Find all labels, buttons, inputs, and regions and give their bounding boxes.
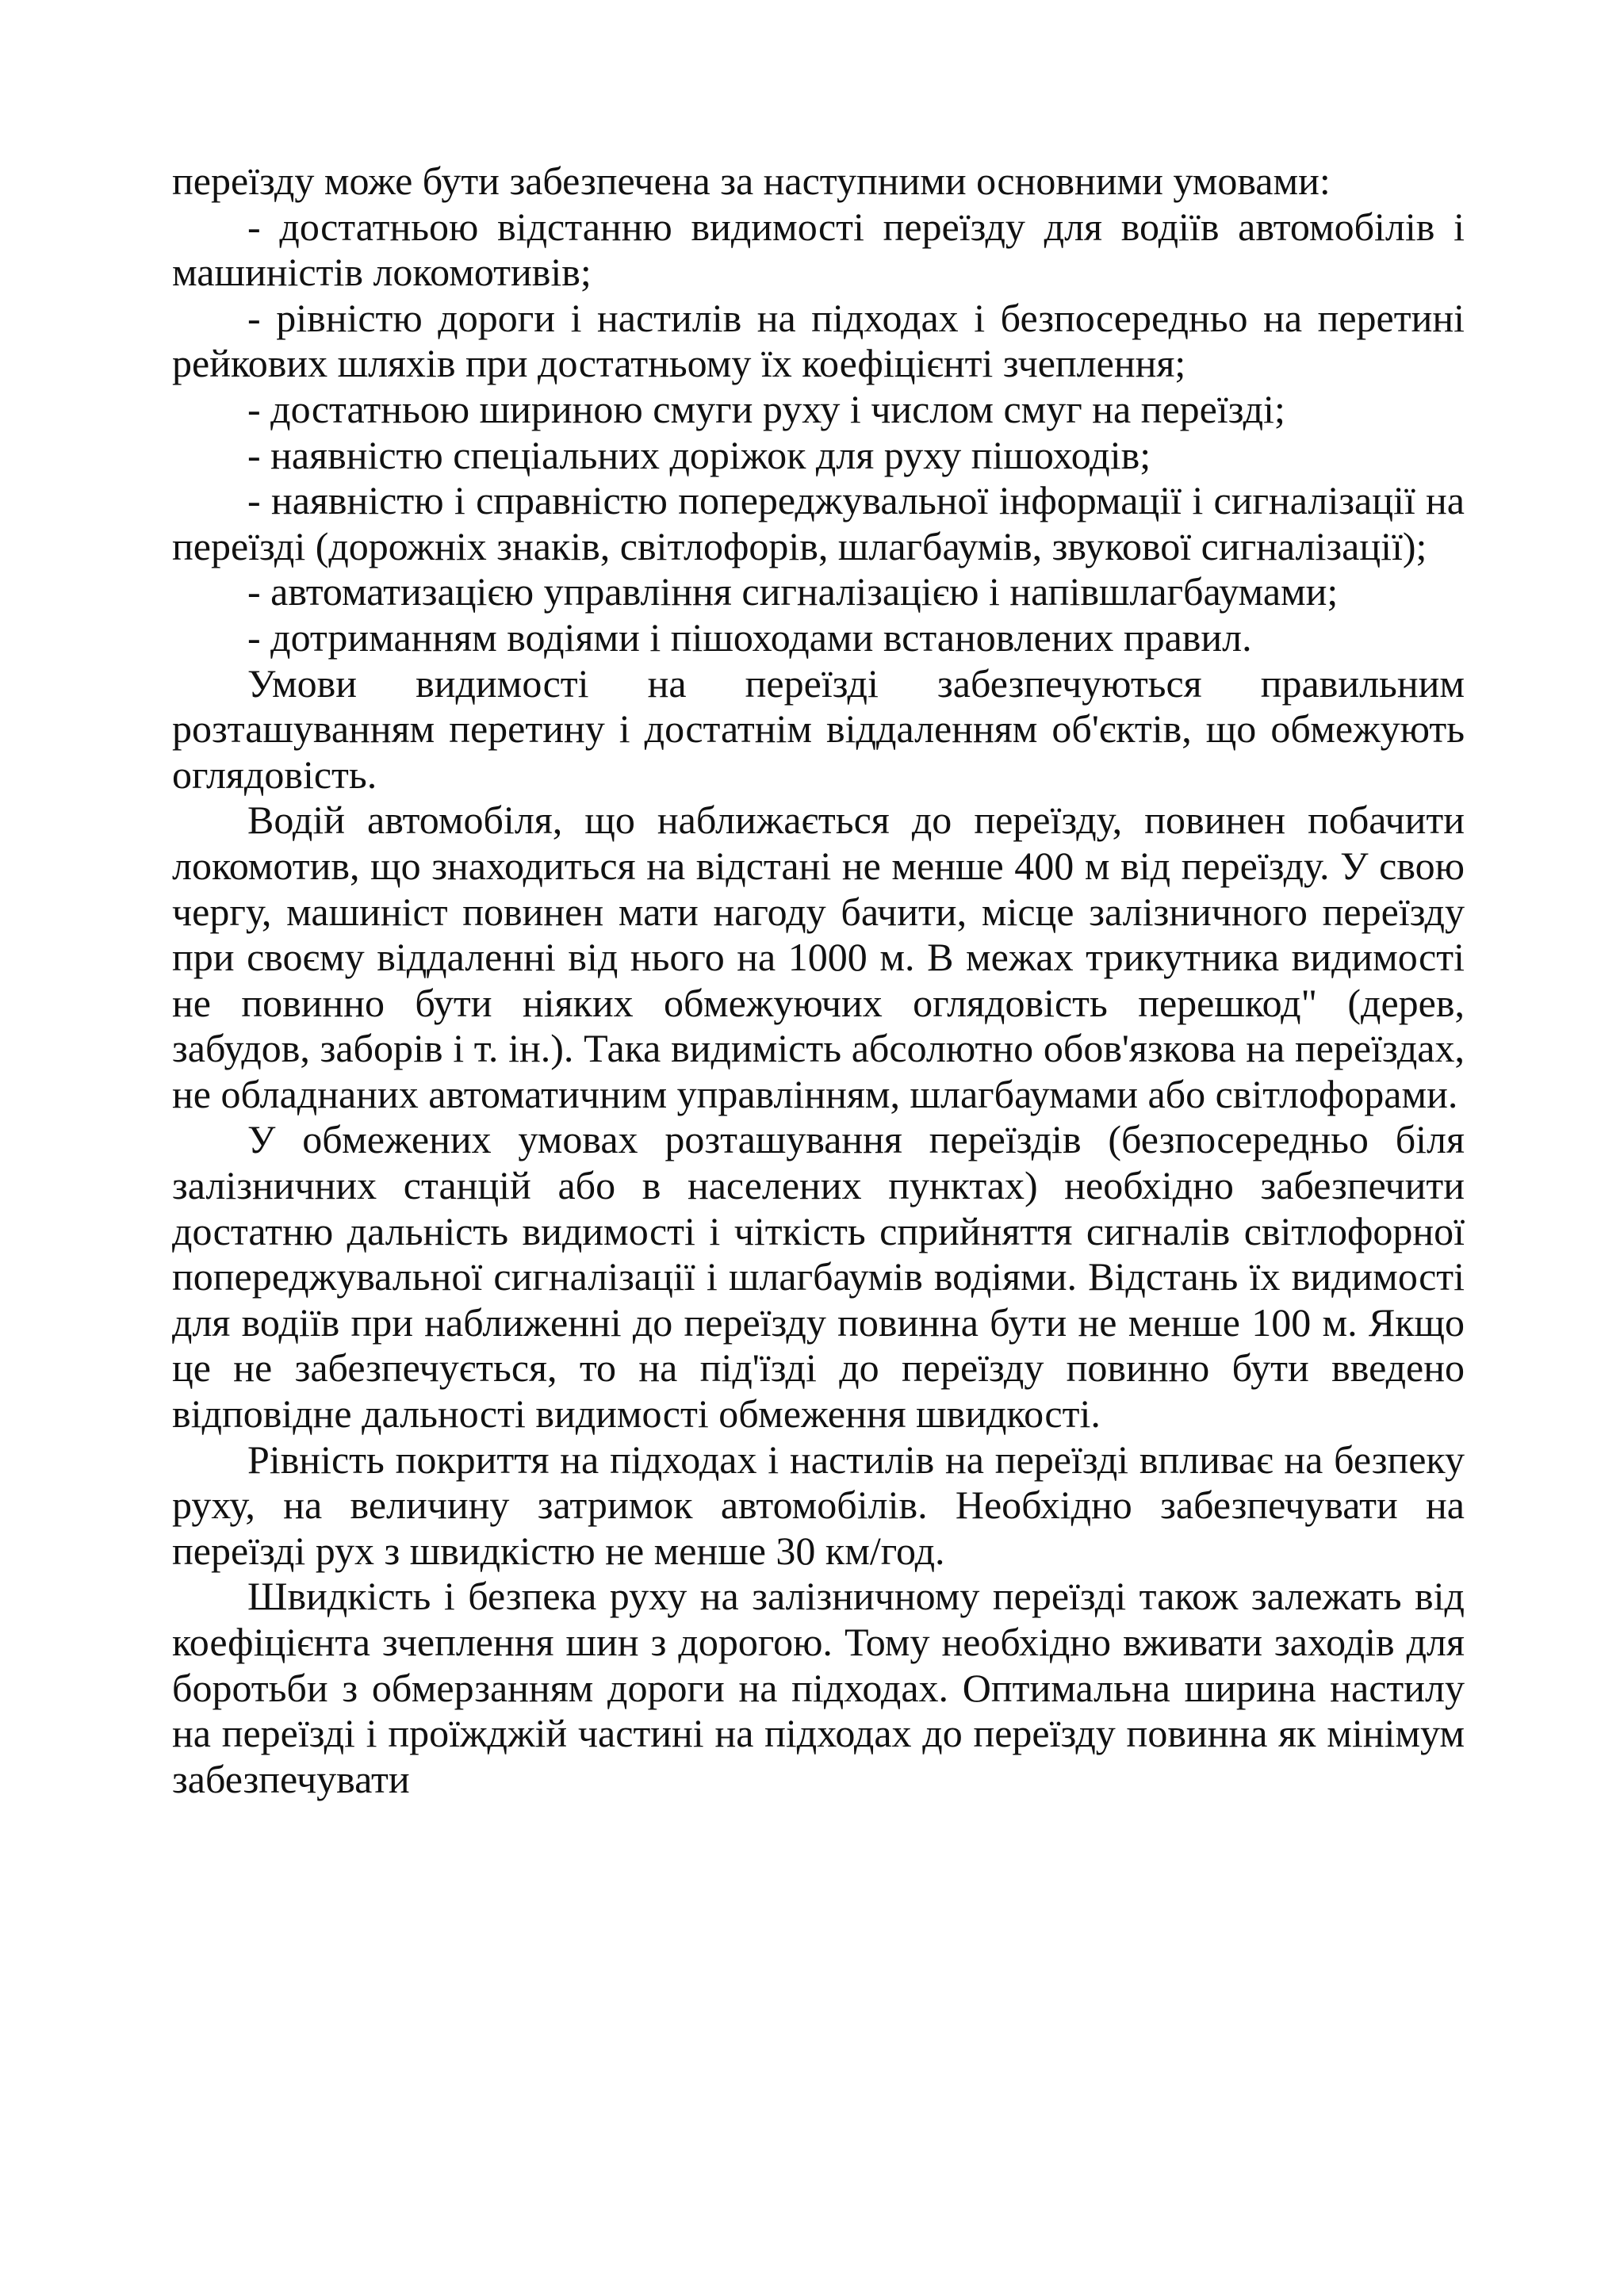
paragraph-driver-visibility: Водій автомобіля, що наближається до переїзду, повинен побачити локомотив, що знаходиться на відстані не менше 400 м від переїзду. У свою чергу, машиніст повинен мати нагоду бачити, місце залізничного переїзду при своєму віддаленні від нього на 1000 м. В межах трикутника видимості не повинно бути ніяких обмежуючих оглядовість перешкод" (дерев, забудов, заборів і т. ін.). Така видимість абсолютно обов'язкова на переїздах, не обладнаних автоматичним управлінням, шлагбаумами або світлофорами. xyxy=(172,798,1465,1116)
paragraph-visibility-conditions: Умови видимості на переїзді забезпечуються правильним розташуванням перетину і достатнім віддаленням об'єктів, що обмежують оглядовість. xyxy=(172,660,1465,797)
document-page xyxy=(172,159,1465,1802)
paragraph-restricted-conditions: У обмежених умовах розташування переїздів (безпосередньо біля залізничних станцій або в населених пунктах) необхідно забезпечити достатню дальність видимості і чіткість сприйняття сигналів світлофорної попереджувальної сигналізації і шлагбаумів водіями. Відстань їх видимості для водіїв при наближенні до переїзду повинна бути не менше 100 м. Якщо це не забезпечується, то на під'їзді до переїзду повинно бути введено відповідне дальності видимості обмеження швидкості. xyxy=(172,1117,1465,1437)
list-item-lane-width: - достатньою шириною смуги руху і числом смуг на переїзді; xyxy=(247,386,1285,431)
paragraph-continuation: переїзду може бути забезпечена за наступними основними умовами: xyxy=(172,159,1331,203)
list-item-visibility-distance: - достатньою відстанню видимості переїзду для водіїв автомобілів і машиністів локомотивів; xyxy=(172,204,1465,295)
list-item-road-evenness: - рівністю дороги і настилів на підходах і безпосередньо на перетині рейкових шляхів при достатньому їх коефіцієнті зчеплення; xyxy=(172,295,1465,386)
list-item-pedestrian-paths: - наявністю спеціальних доріжок для руху пішоходів; xyxy=(247,432,1151,477)
list-item-signalling: - наявністю і справністю попереджувальної інформації і сигналізації на переїзді (дорожніх знаків, світлофорів, шлагбаумів, звукової сигналізації); xyxy=(172,478,1465,568)
list-item-automation: - автоматизацією управління сигналізацією і напівшлагбаумами; xyxy=(247,569,1339,614)
paragraph-surface-evenness: Рівність покриття на підходах і настилів на переїзді впливає на безпеку руху, на величину затримок автомобілів. Необхідно забезпечувати на переїзді рух з швидкістю не менше 30 км/год. xyxy=(172,1437,1465,1573)
list-item-rules-compliance: - дотриманням водіями і пішоходами встановлених правил. xyxy=(247,614,1252,660)
paragraph-speed-safety: Швидкість і безпека руху на залізничному переїзді також залежать від коефіцієнта зчеплення шин з дорогою. Тому необхідно вживати заходів для боротьби з обмерзанням дороги на підходах. Оптимальна ширина настилу на переїзді і проїжджій частині на підходах до переїзду повинна як мінімум забезпечувати xyxy=(172,1574,1465,1801)
